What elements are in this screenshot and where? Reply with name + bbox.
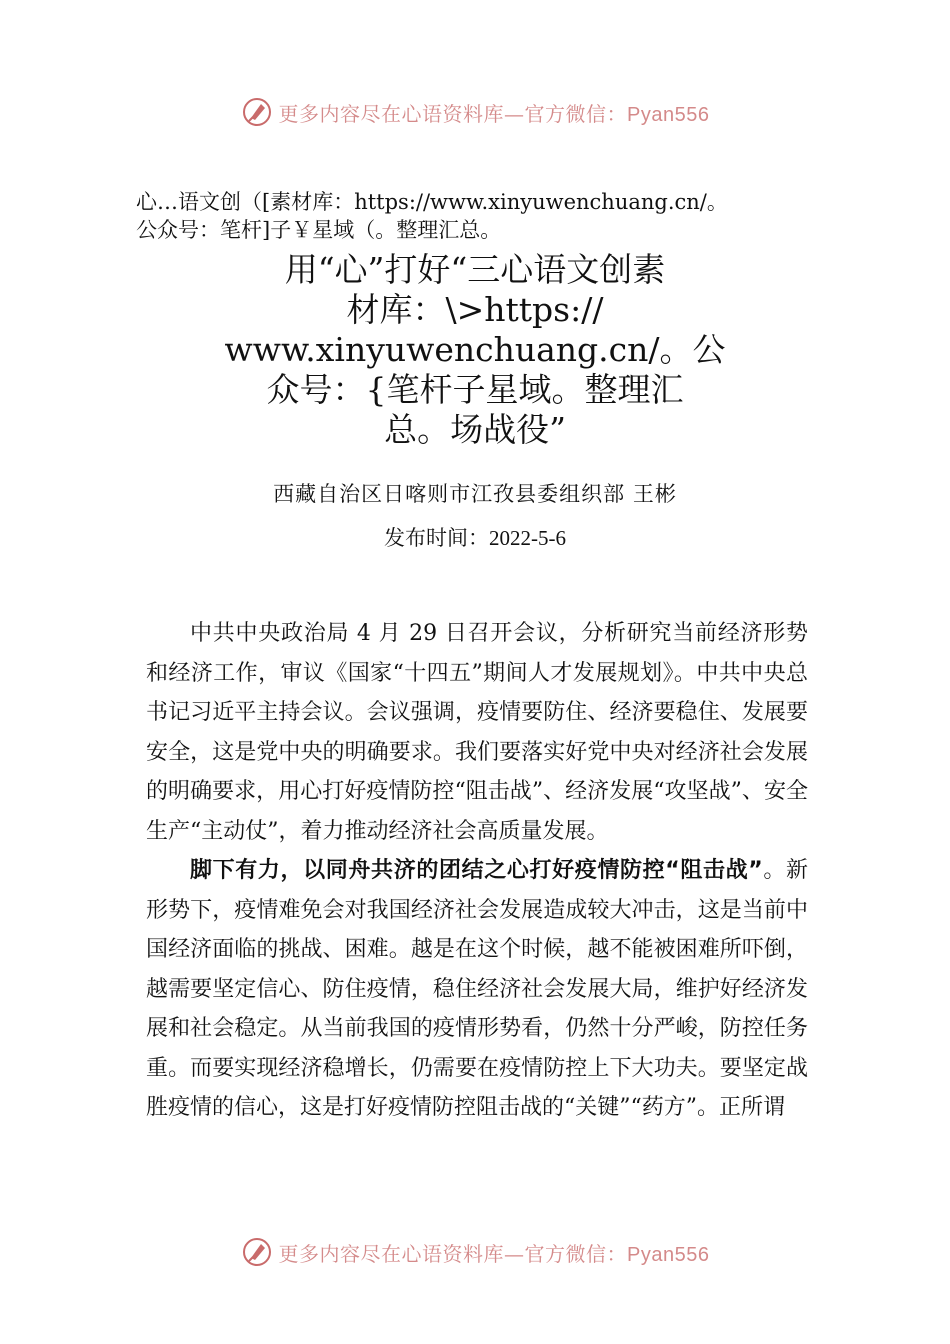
banner-text	[279, 1238, 710, 1267]
title-line-5: 总。场战役”	[384, 410, 566, 449]
title-line-3: www.xinyuwenchuang.cn/。公	[224, 330, 726, 369]
date-value: 2022-5-6	[489, 526, 566, 550]
pen-nib-icon	[241, 96, 273, 128]
article-title	[200, 250, 750, 450]
source-line-2: 公众号：笔杆]子￥星域（。整理汇总。	[136, 218, 502, 242]
date-label: 发布时间：	[384, 526, 489, 550]
paragraph-2-lead: 脚下有力，以同舟共济的团结之心打好疫情防控“阻击战”	[190, 858, 763, 883]
title-line-1: 用“心”打好“三心语文创素	[284, 250, 666, 289]
title-line-2: 材库：\>https://	[346, 290, 604, 329]
banner-text	[279, 98, 710, 127]
pen-nib-icon	[241, 1236, 273, 1268]
publish-date	[0, 522, 950, 552]
article-body	[146, 614, 808, 1128]
banner-message: 更多内容尽在心语资料库—官方微信：	[278, 101, 628, 126]
banner-wechat-handle: Pyan556	[627, 1243, 710, 1266]
title-line-4: 众号：{笔杆子星域。整理汇	[266, 370, 684, 409]
watermark-banner-bottom	[0, 1232, 950, 1272]
banner-message: 更多内容尽在心语资料库—官方微信：	[278, 1241, 628, 1266]
paragraph-2-text: 。新形势下，疫情难免会对我国经济社会发展造成较大冲击，这是当前中国经济面临的挑战、困难。越是在这个时候，越不能被困难所吓倒，越需要坚定信心、防住疫情，稳住经济社会发展大局，维护好经济发展和社会稳定。从当前我国的疫情形势看，仍然十分严峻，防控任务重。而要实现经济稳增长，仍需要在疫情防控上下大功夫。要坚定战胜疫情的信心，这是打好疫情防控阻击战的“关键”“药方”。正所谓	[146, 858, 808, 1120]
watermark-banner-top	[0, 92, 950, 132]
source-note	[136, 188, 836, 244]
banner-wechat-handle: Pyan556	[627, 103, 710, 126]
paragraph-1: 中共中央政治局 4 月 29 日召开会议，分析研究当前经济形势和经济工作，审议《国家“十四五”期间人才发展规划》。中共中央总书记习近平主持会议。会议强调，疫情要防住、经济要稳住、发展要安全，这是党中央的明确要求。我们要落实好党中央对经济社会发展的明确要求，用心打好疫情防控“阻击战”、经济发展“攻坚战”、安全生产“主动仗”，着力推动经济社会高质量发展。	[146, 621, 808, 844]
source-line-1: 心…语文创（[素材库：https://www.xinyuwenchuang.cn/。	[136, 190, 728, 214]
paragraph-2	[146, 851, 808, 1128]
author-line: 西藏自治区日喀则市江孜县委组织部 王彬	[273, 482, 677, 506]
